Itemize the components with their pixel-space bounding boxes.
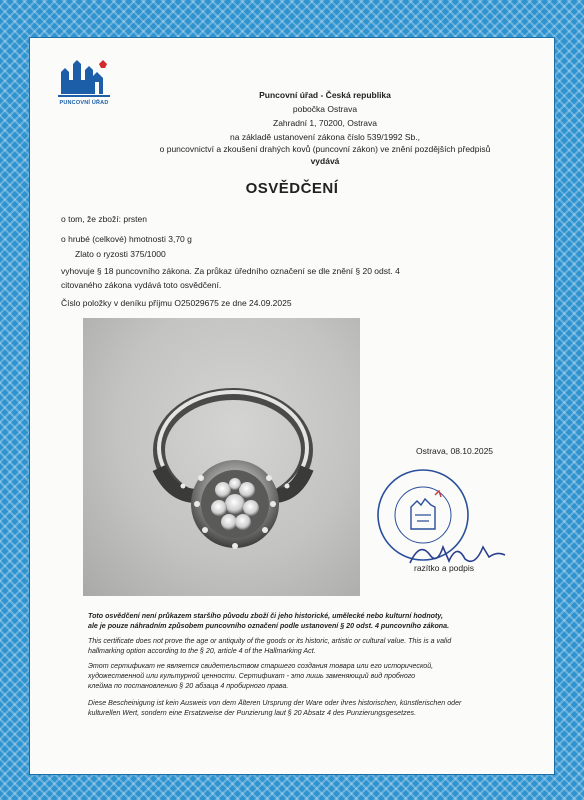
- compliance-line-2: citovaného zákona vydává toto osvědčení.: [61, 280, 222, 290]
- stamp-and-signature-label: razítko a podpis: [414, 563, 475, 573]
- office-address: Zahradní 1, 70200, Ostrava: [273, 118, 377, 128]
- disclaimer-de-2: kulturellen Wert, sondern eine Ersatzweise der Punzierung laut § 20 Absatz 4 des Punzierungsgesetzes.: [88, 709, 417, 717]
- law-reference-detail: o puncovnictví a zkoušení drahých kovů (puncovní zákon) ve znění pozdějších předpisů: [159, 144, 491, 154]
- disclaimer-en-1: This certificate does not prove the age or antiquity of the goods or its historic, artistic or cultural value. This is a valid: [88, 637, 452, 645]
- castle-logo-icon: [55, 58, 113, 100]
- law-reference: na základě ustanovení zákona číslo 539/1992 Sb.,: [230, 132, 420, 142]
- goods-line: o tom, že zboží: prsten: [61, 214, 147, 224]
- place-and-date: Ostrava, 08.10.2025: [416, 446, 494, 456]
- disclaimer-ru-1: Этот сертификат не является свидетельством старшего создания товара или его исторической,: [88, 662, 434, 670]
- office-logo: [55, 58, 113, 110]
- ring-photo: [83, 318, 360, 596]
- office-name: Puncovní úřad - Česká republika: [259, 90, 391, 100]
- ledger-line: Číslo položky v deníku příjmu O25029675 ze dne 24.09.2025: [61, 298, 292, 308]
- disclaimer-ru-3: клейма по постановлению § 20 абзаца 4 пробирного права.: [88, 682, 289, 690]
- compliance-line-1: vyhovuje § 18 puncovního zákona. Za průkaz úředního označení se dle znění § 20 odst. 4: [61, 266, 400, 276]
- disclaimer-en-2: hallmarking option according to the § 20, article 4 of the Hallmarking Act.: [88, 647, 316, 655]
- logo-caption: PUNCOVNÍ ÚŘAD: [59, 100, 109, 106]
- metal-line: Zlato o ryzosti 375/1000: [75, 249, 166, 259]
- disclaimer-de-1: Diese Bescheinigung ist kein Ausweis von dem Älteren Ursprung der Ware oder ihres historischen, künstlerischen oder: [88, 699, 462, 707]
- disclaimer-ru-2: художественной или культурной ценности. Сертификат - это лишь заменяющий вид пробного: [88, 672, 416, 680]
- ring-image: [83, 318, 360, 596]
- disclaimer-cz-2: ale je pouze náhradním způsobem puncovního označení podle ustanovení § 20 odst. 4 puncovního zákona.: [88, 622, 450, 630]
- weight-line: o hrubé (celkové) hmotnosti 3,70 g: [61, 234, 192, 244]
- certificate-sheet: [30, 38, 554, 774]
- disclaimer-cz-1: Toto osvědčení není průkazem staršího původu zboží či jeho historické, umělecké nebo kulturní hodnoty,: [88, 612, 444, 620]
- issues-label: vydává: [310, 156, 340, 166]
- certificate-title: OSVĚDČENÍ: [245, 180, 339, 197]
- branch-name: pobočka Ostrava: [292, 104, 358, 114]
